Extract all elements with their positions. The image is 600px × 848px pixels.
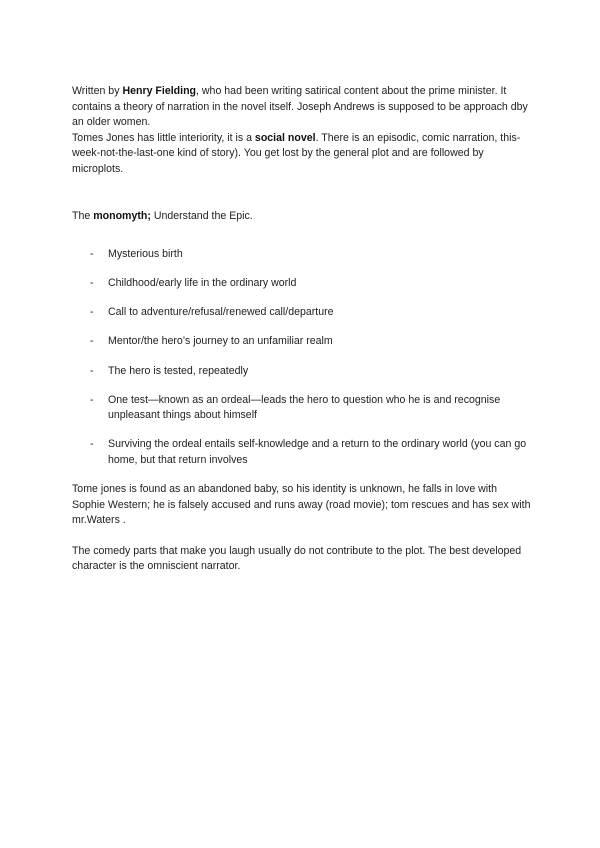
list-item	[72, 247, 532, 263]
dash-marker: -	[90, 364, 94, 377]
monomyth-heading-text-end: Understand the Epic.	[150, 209, 253, 222]
list-item	[72, 334, 532, 350]
list-item	[72, 393, 532, 424]
author-name-bold: Henry Fielding	[122, 85, 197, 97]
dash-marker: -	[90, 393, 94, 406]
monomyth-bold: monomyth;	[93, 209, 151, 222]
list-item	[72, 437, 532, 468]
dash-marker: -	[90, 438, 94, 451]
list-item	[72, 364, 532, 380]
list-item	[72, 276, 532, 292]
list-item-text: Mentor/the hero’s journey to an unfamiliar realm	[108, 335, 333, 348]
paragraph-fielding	[72, 84, 532, 131]
list-item-text: The hero is tested, repeatedly	[108, 364, 249, 377]
paragraph-fielding-text-start: Written by	[72, 85, 123, 97]
dash-marker: -	[90, 306, 94, 319]
paragraph-fielding-text-end: , who had been writing satirical content about the prime minister. It contains a theory of narration in the novel itself. Joseph Andrews is supposed to be approach dby an older women.	[72, 85, 528, 129]
paragraph-tom-jones-text-start: Tomes Jones has little interiority, it is a	[72, 131, 255, 144]
social-novel-bold: social novel	[254, 131, 316, 144]
paragraph-plot-summary: Tome jones is found as an abandoned baby, so his identity is unknown, he falls in love with Sophie Western; he is falsely accused and runs away (road movie); tom rescues and has sex with mr.Waters .	[72, 483, 531, 527]
paragraph-tom-jones	[72, 131, 532, 178]
list-item-text: Call to adventure/refusal/renewed call/departure	[108, 306, 334, 319]
list-item-text: Mysterious birth	[108, 248, 183, 261]
monomyth-stages-list	[72, 247, 532, 468]
paragraph-tom-jones-text-end: . There is an episodic, comic narration, this-week-not-the-last-one kind of story). You get lost by the general plot and are followed by microplots.	[72, 131, 521, 175]
list-item	[72, 305, 532, 321]
dash-marker: -	[90, 335, 94, 348]
list-item-text: Surviving the ordeal entails self-knowledge and a return to the ordinary world (you can go home, but that return involves	[108, 438, 527, 466]
document-body	[72, 84, 532, 575]
paragraph-comedy-narrator: The comedy parts that make you laugh usually do not contribute to the plot. The best developed character is the omniscient narrator.	[72, 544, 522, 573]
list-item-text: One test—known as an ordeal—leads the hero to question who he is and recognise unpleasant things about himself	[108, 393, 501, 422]
dash-marker: -	[90, 277, 94, 290]
monomyth-heading	[72, 209, 532, 225]
list-item-text: Childhood/early life in the ordinary world	[108, 277, 297, 290]
monomyth-heading-text-start: The	[72, 209, 94, 222]
dash-marker: -	[90, 248, 94, 261]
